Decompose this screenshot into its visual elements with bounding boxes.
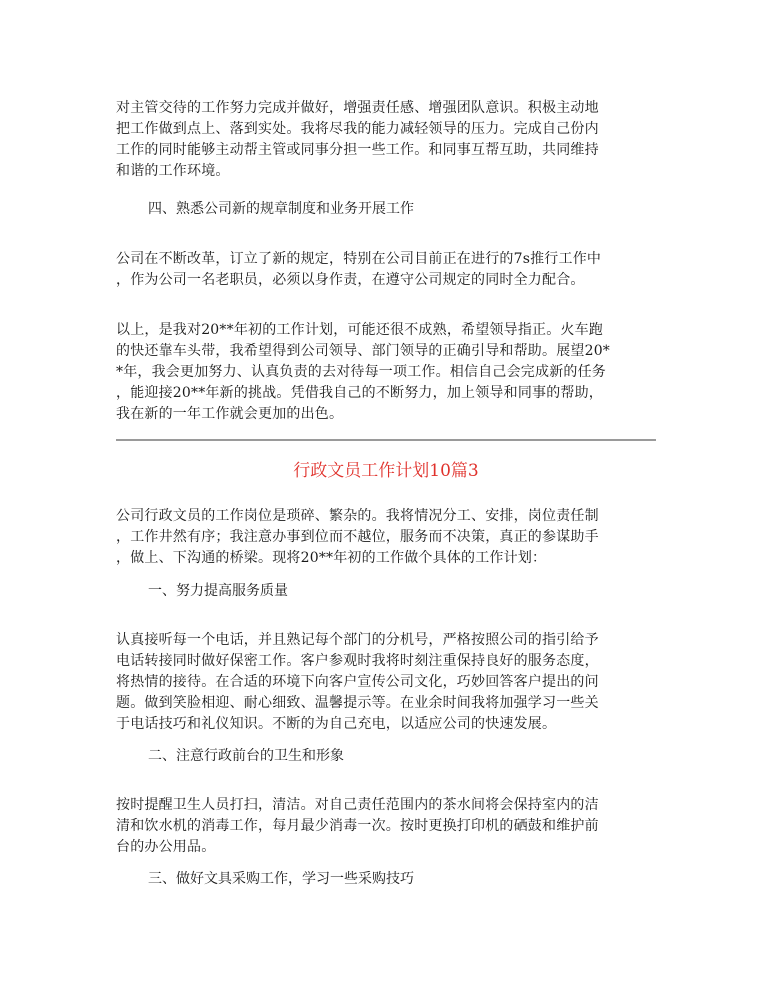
paragraph-intro: 公司行政文员的工作岗位是琐碎、繁杂的。我将情况分工、安排，岗位责任制 ，工作井然有序；我注意办事到位而不越位，服务而不决策，真正的参谋助手 ，做上、下沟通的桥梁。现将20**年初的工作做个具体的工作计划： <box>116 508 599 566</box>
paragraph-conclusion: 以上，是我对20**年初的工作计划，可能还很不成熟，希望领导指正。火车跑 的快还靠车头带，我希望得到公司领导、部门领导的正确引导和帮助。展望20* *年，我会更加努力、认真负责的去对待每一项工作。相信自己会完成新的任务 ，能迎接20**年新的挑战。凭借我自己的不断努力，加上领导和同事的帮助， 我在新的一年工作就会更加的出色。 <box>116 322 611 422</box>
paragraph-service-quality: 认真接听每一个电话，并且熟记每个部门的分机号，严格按照公司的指引给予 电话转接同时做好保密工作。客户参观时我将时刻注重保持良好的服务态度， 将热情的接待。在合适的环境下向客户宣传公司文化，巧妙回答客户提出的问 题。做到笑脸相迎、耐心细致、温馨提示等。在业余时间我将加强学习一些关 于电话技巧和礼仪知识。不断的为自己充电，以适应公司的快速发展。 <box>116 632 599 732</box>
section-heading-2: 二、注意行政前台的卫生和形象 <box>148 748 344 764</box>
section-heading-4: 四、熟悉公司新的规章制度和业务开展工作 <box>148 201 414 217</box>
paragraph-hygiene: 按时提醒卫生人员打扫，清洁。对自己责任范围内的茶水间将会保持室内的洁 清和饮水机的消毒工作，每月最少消毒一次。按时更换打印机的硒鼓和维护前 台的办公用品。 <box>116 797 599 855</box>
section-heading-3: 三、做好文具采购工作，学习一些采购技巧 <box>148 871 414 887</box>
section-divider <box>116 439 656 441</box>
section-heading-1: 一、努力提高服务质量 <box>148 583 288 599</box>
paragraph-teamwork: 对主管交待的工作努力完成并做好，增强责任感、增强团队意识。积极主动地 把工作做到点上、落到实处。我将尽我的能力减轻领导的压力。完成自己份内 工作的同时能够主动帮主管或同事分担一些工作。和同事互帮互助，共同维持 和谐的工作环境。 <box>116 100 599 179</box>
paragraph-regulations: 公司在不断改革，订立了新的规定，特别在公司目前正在进行的7s推行工作中 ，作为公司一名老职员，必须以身作责，在遵守公司规定的同时全力配合。 <box>116 251 602 288</box>
document-title: 行政文员工作计划10篇3 <box>293 461 479 481</box>
document-page <box>116 98 656 890</box>
